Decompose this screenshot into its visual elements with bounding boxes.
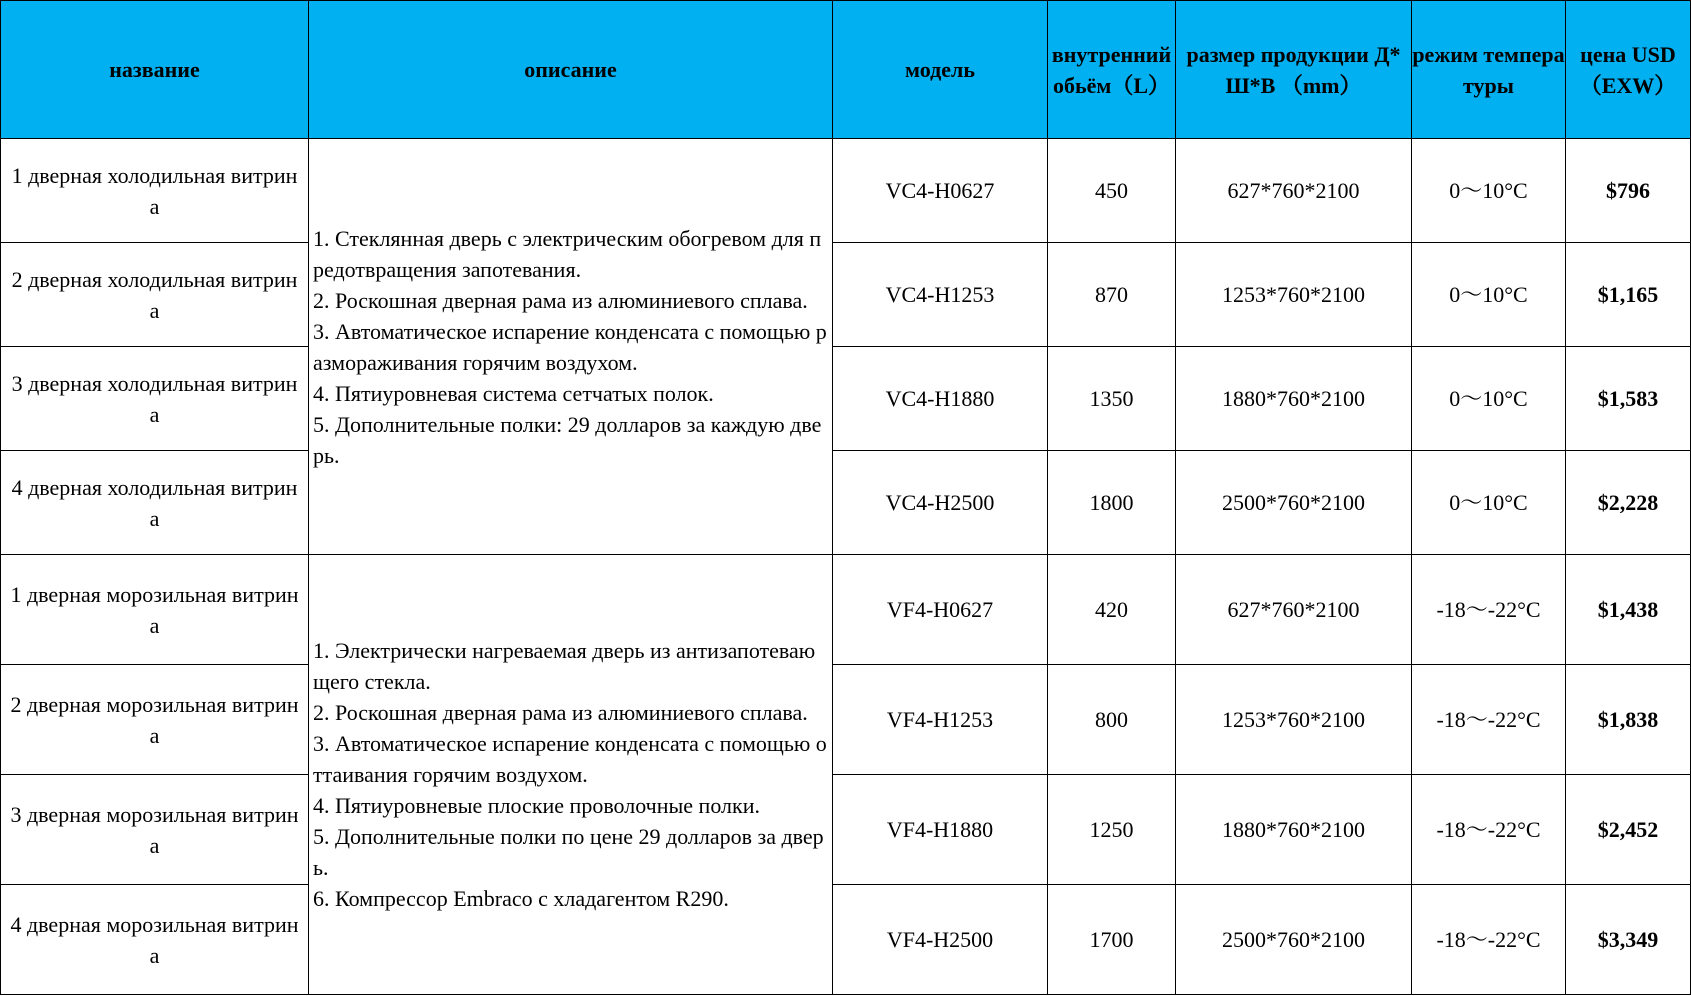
- price-cell: $1,165: [1566, 243, 1691, 347]
- model-cell: VC4-H1253: [833, 243, 1048, 347]
- description-line: 2. Роскошная дверная рама из алюминиевого сплава.: [313, 700, 808, 725]
- product-name: 4 дверная морозильная витрина: [1, 885, 309, 995]
- temperature-cell: -18～-22°C: [1412, 665, 1566, 775]
- volume-cell: 1700: [1048, 885, 1176, 995]
- model-cell: VF4-H0627: [833, 555, 1048, 665]
- temperature-cell: -18～-22°C: [1412, 555, 1566, 665]
- size-cell: 1880*760*2100: [1176, 347, 1412, 451]
- size-cell: 627*760*2100: [1176, 555, 1412, 665]
- temperature-cell: 0～10°C: [1412, 139, 1566, 243]
- price-cell: $1,438: [1566, 555, 1691, 665]
- price-cell: $3,349: [1566, 885, 1691, 995]
- volume-cell: 870: [1048, 243, 1176, 347]
- table-row: [1, 139, 1691, 243]
- temperature-cell: 0～10°C: [1412, 347, 1566, 451]
- product-name: 2 дверная морозильная витрина: [1, 665, 309, 775]
- description-line: 1. Электрически нагреваемая дверь из антизапотевающего стекла.: [313, 638, 816, 694]
- table-body: [1, 139, 1691, 995]
- model-cell: VF4-H1880: [833, 775, 1048, 885]
- size-cell: 2500*760*2100: [1176, 451, 1412, 555]
- product-name: 2 дверная холодильная витрина: [1, 243, 309, 347]
- table-row: [1, 775, 1691, 885]
- temperature-cell: 0～10°C: [1412, 451, 1566, 555]
- size-cell: 2500*760*2100: [1176, 885, 1412, 995]
- header-temperature: режим температуры: [1412, 1, 1566, 139]
- header-description: описание: [309, 1, 833, 139]
- price-cell: $1,583: [1566, 347, 1691, 451]
- table-row: [1, 243, 1691, 347]
- description-line: 4. Пятиуровневые плоские проволочные полки.: [313, 793, 760, 818]
- header-row: [1, 1, 1691, 139]
- header-price: цена USD（EXW）: [1566, 1, 1691, 139]
- table-header: [1, 1, 1691, 139]
- header-name: название: [1, 1, 309, 139]
- description-line: 6. Компрессор Embraco с хладагентом R290.: [313, 886, 729, 911]
- product-name: 1 дверная холодильная витрина: [1, 139, 309, 243]
- description-line: 1. Стеклянная дверь с электрическим обогревом для предотвращения запотевания.: [313, 225, 822, 282]
- model-cell: VC4-H0627: [833, 139, 1048, 243]
- table-row: [1, 885, 1691, 995]
- product-name: 4 дверная холодильная витрина: [1, 451, 309, 555]
- description-line: 2. Роскошная дверная рама из алюминиевого сплава.: [313, 287, 808, 313]
- description-line: 3. Автоматическое испарение конденсата с помощью оттаивания горячим воздухом.: [313, 731, 827, 787]
- temperature-cell: -18～-22°C: [1412, 885, 1566, 995]
- temperature-cell: -18～-22°C: [1412, 775, 1566, 885]
- volume-cell: 800: [1048, 665, 1176, 775]
- table-row: [1, 347, 1691, 451]
- volume-cell: 450: [1048, 139, 1176, 243]
- model-cell: VF4-H1253: [833, 665, 1048, 775]
- product-name: 1 дверная морозильная витрина: [1, 555, 309, 665]
- size-cell: 627*760*2100: [1176, 139, 1412, 243]
- model-cell: VC4-H2500: [833, 451, 1048, 555]
- description-line: 5. Дополнительные полки: 29 долларов за каждую дверь.: [313, 411, 822, 468]
- model-cell: VF4-H2500: [833, 885, 1048, 995]
- price-cell: $2,452: [1566, 775, 1691, 885]
- size-cell: 1253*760*2100: [1176, 665, 1412, 775]
- volume-cell: 1800: [1048, 451, 1176, 555]
- model-cell: VC4-H1880: [833, 347, 1048, 451]
- price-cell: $796: [1566, 139, 1691, 243]
- volume-cell: 420: [1048, 555, 1176, 665]
- freezer-description: [309, 555, 833, 995]
- header-size: размер продукции Д*Ш*В （mm）: [1176, 1, 1412, 139]
- product-name: 3 дверная морозильная витрина: [1, 775, 309, 885]
- temperature-cell: 0～10°C: [1412, 243, 1566, 347]
- product-name: 3 дверная холодильная витрина: [1, 347, 309, 451]
- table-row: [1, 665, 1691, 775]
- volume-cell: 1250: [1048, 775, 1176, 885]
- table-row: [1, 451, 1691, 555]
- description-line: 4. Пятиуровневая система сетчатых полок.: [313, 380, 714, 406]
- header-volume: внутренний обьём（L）: [1048, 1, 1176, 139]
- price-cell: $1,838: [1566, 665, 1691, 775]
- description-line: 5. Дополнительные полки по цене 29 долларов за дверь.: [313, 824, 824, 880]
- volume-cell: 1350: [1048, 347, 1176, 451]
- chiller-description: [309, 139, 833, 555]
- header-model: модель: [833, 1, 1048, 139]
- size-cell: 1253*760*2100: [1176, 243, 1412, 347]
- size-cell: 1880*760*2100: [1176, 775, 1412, 885]
- table-row: [1, 555, 1691, 665]
- price-cell: $2,228: [1566, 451, 1691, 555]
- description-line: 3. Автоматическое испарение конденсата с помощью размораживания горячим воздухом.: [313, 318, 827, 375]
